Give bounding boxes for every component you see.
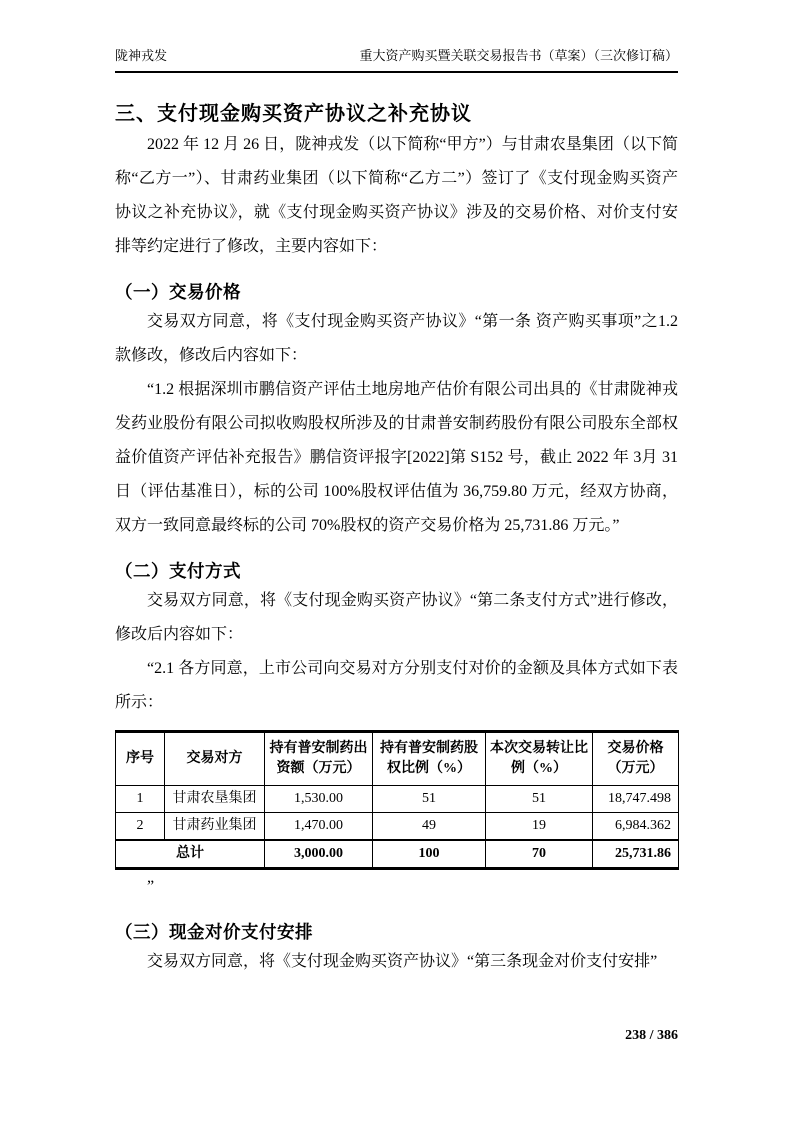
table-cell-counterparty: 甘肃农垦集团 xyxy=(165,786,265,813)
section-2-heading: （二）支付方式 xyxy=(115,561,241,581)
intro-paragraph: 2022 年 12 月 26 日，陇神戎发（以下简称“甲方”）与甘肃农垦集团（以下简称“乙方一”）、甘肃药业集团（以下简称“乙方二”）签订了《支付现金购买资产协议之补充协议》，就《支付现金购买资产协议》涉及的交易价格、对价支付安排等约定进行了修改，主要内容如下： xyxy=(115,136,678,255)
table-cell-equity-ratio: 51 xyxy=(373,786,486,813)
table-header-index: 序号 xyxy=(116,732,165,786)
table-header-price: 交易价格（万元） xyxy=(593,732,679,786)
table-header-row xyxy=(116,732,679,786)
page-number: 238 / 386 xyxy=(625,1028,678,1043)
page-title: 三、支付现金购买资产协议之补充协议 xyxy=(115,103,472,125)
table-total-capital: 3,000.00 xyxy=(265,840,373,869)
table-header-counterparty: 交易对方 xyxy=(165,732,265,786)
payment-table xyxy=(115,730,679,870)
table-cell-index: 1 xyxy=(116,786,165,813)
table-row xyxy=(116,813,679,841)
table-cell-capital: 1,530.00 xyxy=(265,786,373,813)
table-cell-index: 2 xyxy=(116,813,165,841)
header-report-title: 重大资产购买暨关联交易报告书（草案）（三次修订稿） xyxy=(359,48,678,63)
table-total-equity-ratio: 100 xyxy=(373,840,486,869)
running-header xyxy=(115,48,678,73)
table-total-transfer-ratio: 70 xyxy=(486,840,593,869)
table-header-transfer-ratio: 本次交易转让比例（%） xyxy=(486,732,593,786)
table-cell-price: 18,747.498 xyxy=(593,786,679,813)
table-total-row xyxy=(116,840,679,869)
table-total-label: 总计 xyxy=(116,840,265,869)
table-cell-transfer-ratio: 51 xyxy=(486,786,593,813)
table-cell-counterparty: 甘肃药业集团 xyxy=(165,813,265,841)
section-1-heading: （一）交易价格 xyxy=(115,282,241,302)
section-1-paragraph-2: “1.2 根据深圳市鹏信资产评估土地房地产估价有限公司出具的《甘肃陇神戎发药业股份有限公司拟收购股权所涉及的甘肃普安制药股份有限公司股东全部权益价值资产评估补充报告》鹏信资评报字[2022]第 S152 号，截止 2022 年 3月 31 日（评估基准日），标的公司 100%股权评估值为 36,759.80 万元，经双方协商，双方一致同意最终标的公司 70%股权的资产交易价格为 25,731.86 万元。” xyxy=(115,381,678,534)
closing-quote: ” xyxy=(147,878,155,895)
table-header-equity-ratio: 持有普安制药股权比例（%） xyxy=(373,732,486,786)
section-3-paragraph-1: 交易双方同意，将《支付现金购买资产协议》“第三条现金对价支付安排” xyxy=(147,953,658,970)
table-total-price: 25,731.86 xyxy=(593,840,679,869)
table-cell-equity-ratio: 49 xyxy=(373,813,486,841)
table-cell-transfer-ratio: 19 xyxy=(486,813,593,841)
section-3-heading: （三）现金对价支付安排 xyxy=(115,922,313,942)
table-cell-capital: 1,470.00 xyxy=(265,813,373,841)
section-1-paragraph-1: 交易双方同意，将《支付现金购买资产协议》“第一条 资产购买事项”之1.2 款修改，修改后内容如下： xyxy=(115,313,678,364)
table-header-capital: 持有普安制药出资额（万元） xyxy=(265,732,373,786)
table-row xyxy=(116,786,679,813)
section-2-paragraph-1: 交易双方同意，将《支付现金购买资产协议》“第二条支付方式”进行修改，修改后内容如下： xyxy=(115,592,678,643)
table-cell-price: 6,984.362 xyxy=(593,813,679,841)
header-company-name: 陇神戎发 xyxy=(115,48,168,63)
section-2-paragraph-2: “2.1 各方同意，上市公司向交易对方分别支付对价的金额及具体方式如下表所示： xyxy=(115,660,678,711)
